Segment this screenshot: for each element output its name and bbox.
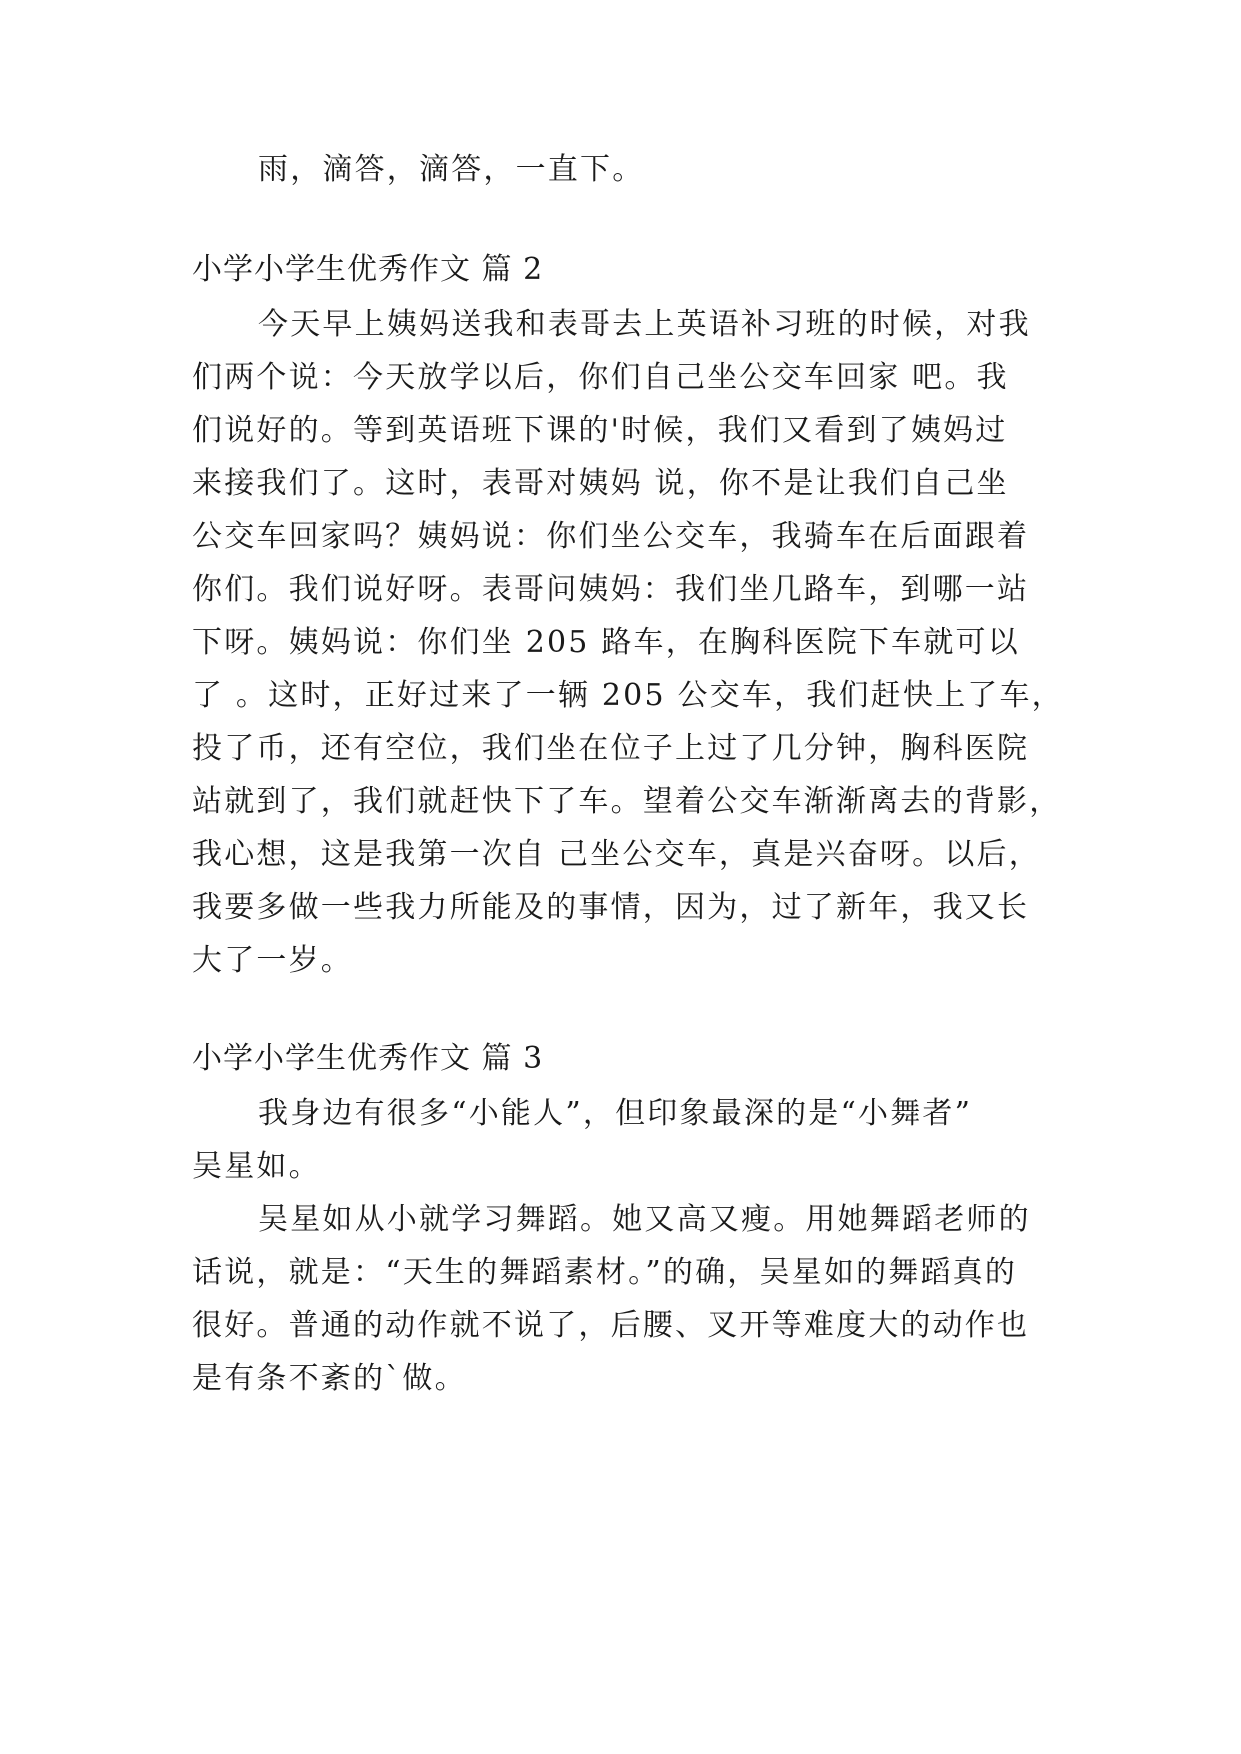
paragraph-line: 今天早上姨妈送我和表哥去上英语补习班的时候，对我: [258, 307, 1031, 342]
paragraph-line: 们两个说：今天放学以后，你们自己坐公交车回家 吧。我: [192, 360, 1009, 395]
paragraph-line: 是有条不紊的`做。: [192, 1361, 467, 1396]
paragraph-line: 了 。这时，正好过来了一辆 205 公交车，我们赶快上了车，: [192, 678, 1064, 713]
paragraph-line: 们说好的。等到英语班下课的'时候，我们又看到了姨妈过: [192, 413, 1008, 448]
section-heading: 小学小学生优秀作文 篇 2: [192, 252, 544, 287]
section-heading: 小学小学生优秀作文 篇 3: [192, 1041, 544, 1076]
paragraph-line: 站就到了，我们就赶快下了车。望着公交车渐渐离去的背影，: [192, 784, 1062, 819]
paragraph-line: 大了一岁。: [192, 943, 353, 978]
paragraph-line: 你们。我们说好呀。表哥问姨妈：我们坐几路车，到哪一站: [192, 572, 1030, 607]
paragraph-line: 我要多做一些我力所能及的事情，因为，过了新年，我又长: [192, 890, 1030, 925]
paragraph-line: 来接我们了。这时，表哥对姨妈 说，你不是让我们自己坐: [192, 466, 1009, 501]
paragraph-line: 很好。普通的动作就不说了，后腰、叉开等难度大的动作也: [192, 1308, 1030, 1343]
paragraph-line: 公交车回家吗？姨妈说：你们坐公交车，我骑车在后面跟着: [192, 519, 1030, 554]
intro-line: 雨，滴答，滴答，一直下。: [258, 152, 645, 187]
paragraph-line: 我身边有很多“小能人”，但印象最深的是“小舞者”: [258, 1096, 973, 1131]
paragraph-line: 下呀。姨妈说：你们坐 205 路车，在胸科医院下车就可以: [192, 625, 1020, 660]
paragraph-line: 吴星如从小就学习舞蹈。她又高又瘦。用她舞蹈老师的: [258, 1202, 1031, 1237]
paragraph-line: 投了币，还有空位，我们坐在位子上过了几分钟，胸科医院: [192, 731, 1030, 766]
paragraph-line: 吴星如。: [192, 1149, 321, 1184]
paragraph-line: 我心想，这是我第一次自 己坐公交车，真是兴奋呀。以后，: [192, 837, 1041, 872]
paragraph-line: 话说，就是：“天生的舞蹈素材。”的确，吴星如的舞蹈真的: [192, 1255, 1018, 1290]
